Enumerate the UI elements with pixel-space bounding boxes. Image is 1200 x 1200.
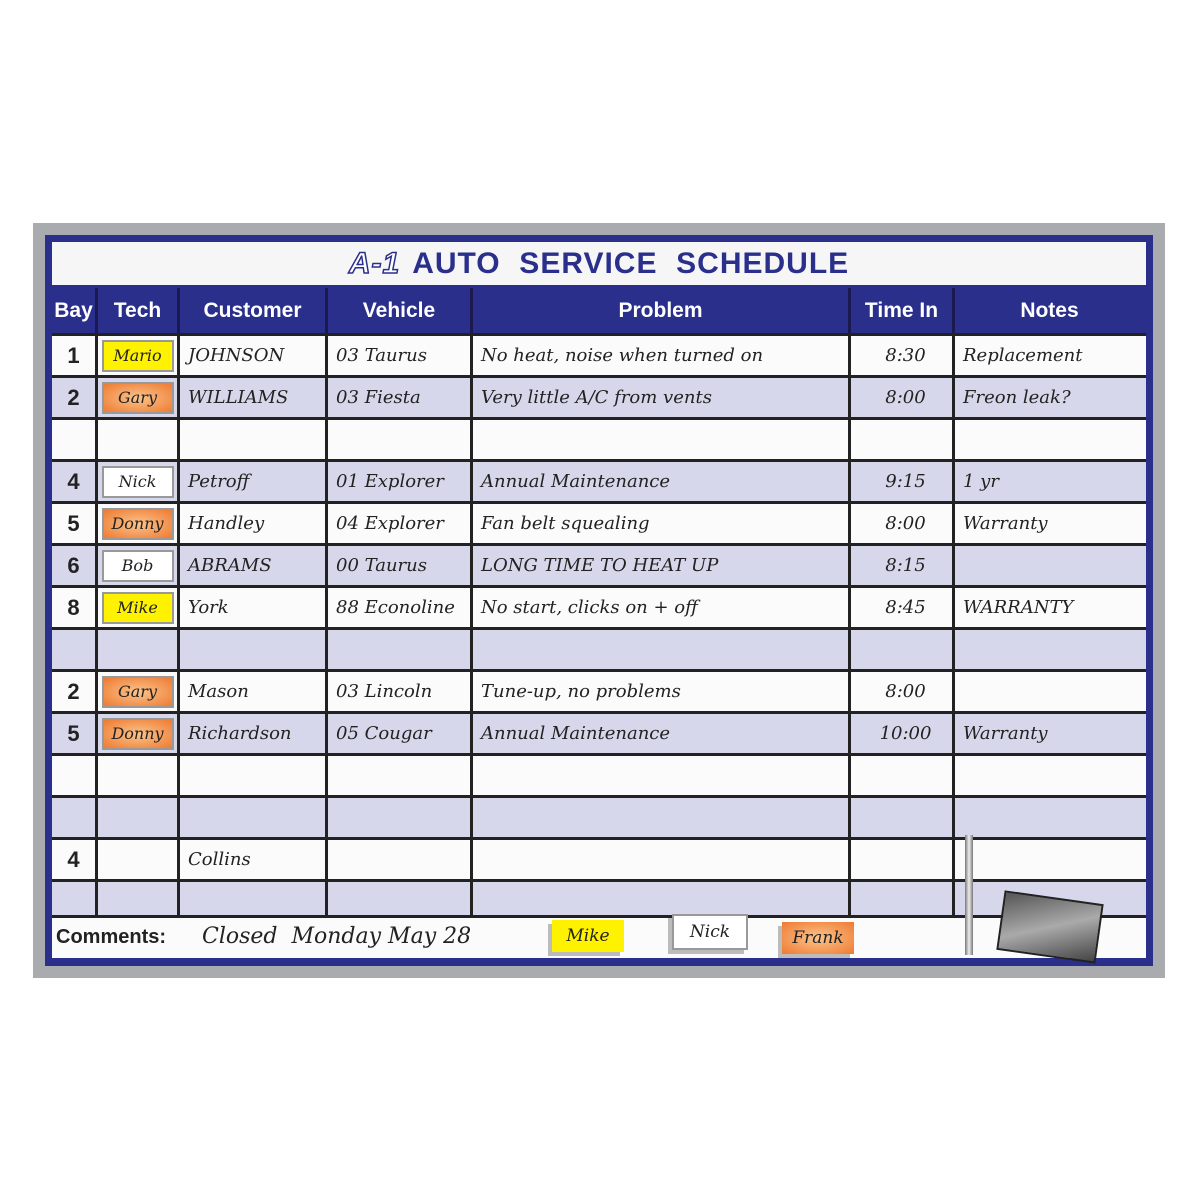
cell-vehicle[interactable] xyxy=(328,420,473,459)
cell-tech[interactable] xyxy=(98,588,180,627)
cell-bay[interactable]: 2 xyxy=(52,378,98,417)
header-row xyxy=(52,288,1146,333)
logo: A-1 xyxy=(348,247,401,280)
cell-customer[interactable]: Petroff xyxy=(180,462,328,501)
cell-notes[interactable] xyxy=(955,420,1144,459)
cell-customer[interactable]: WILLIAMS xyxy=(180,378,328,417)
cell-customer[interactable]: JOHNSON xyxy=(180,336,328,375)
cell-problem[interactable]: Tune-up, no problems xyxy=(473,672,851,711)
table-row xyxy=(52,501,1146,543)
cell-tech[interactable] xyxy=(98,630,180,669)
cell-bay[interactable]: 8 xyxy=(52,588,98,627)
tech-magnet[interactable]: Gary xyxy=(102,676,174,708)
cell-vehicle[interactable]: 03 Fiesta xyxy=(328,378,473,417)
cell-bay[interactable] xyxy=(52,420,98,459)
cell-notes[interactable]: WARRANTY xyxy=(963,597,1074,618)
whiteboard-frame xyxy=(33,223,1165,978)
cell-time[interactable]: 8:30 xyxy=(851,336,955,375)
cell-customer[interactable]: Richardson xyxy=(180,714,328,753)
cell-vehicle[interactable]: 03 Lincoln xyxy=(328,672,473,711)
cell-notes[interactable] xyxy=(955,672,1144,711)
table-row xyxy=(52,753,1146,795)
cell-customer[interactable] xyxy=(180,420,328,459)
tech-magnet[interactable]: Gary xyxy=(102,382,174,414)
cell-vehicle[interactable]: 01 Explorer xyxy=(328,462,473,501)
cell-time[interactable]: 8:00 xyxy=(851,672,955,711)
cell-problem[interactable]: Annual Maintenance xyxy=(473,462,851,501)
cell-time[interactable]: 8:15 xyxy=(851,546,955,585)
cell-time[interactable]: 8:45 xyxy=(851,588,955,627)
cell-vehicle[interactable]: 03 Taurus xyxy=(328,336,473,375)
cell-time[interactable]: 10:00 xyxy=(851,714,955,753)
cell-bay[interactable]: 4 xyxy=(52,462,98,501)
tech-magnet[interactable]: Nick xyxy=(102,466,174,498)
cell-notes[interactable]: 1 yr xyxy=(963,471,999,492)
cell-bay[interactable]: 6 xyxy=(52,546,98,585)
cell-vehicle[interactable] xyxy=(328,840,473,879)
cell-problem[interactable]: LONG TIME TO HEAT UP xyxy=(473,546,851,585)
header-notes: Notes xyxy=(1020,298,1079,322)
tech-magnet[interactable]: Mario xyxy=(102,340,174,372)
schedule-board xyxy=(45,235,1153,966)
table-row xyxy=(52,459,1146,501)
cell-vehicle[interactable]: 00 Taurus xyxy=(328,546,473,585)
comments-label: Comments: xyxy=(56,926,167,948)
cell-tech[interactable] xyxy=(98,798,180,837)
cell-bay[interactable]: 4 xyxy=(52,840,98,879)
cell-bay[interactable]: 2 xyxy=(52,672,98,711)
cell-tech[interactable] xyxy=(98,546,180,585)
table-row xyxy=(52,711,1146,753)
cell-tech[interactable] xyxy=(98,378,180,417)
cell-tech[interactable] xyxy=(98,756,180,795)
cell-notes[interactable]: Freon leak? xyxy=(963,387,1071,408)
cell-notes[interactable]: Warranty xyxy=(963,723,1048,744)
cell-customer[interactable]: ABRAMS xyxy=(180,546,328,585)
cell-notes[interactable] xyxy=(955,798,1144,837)
header-tech: Tech xyxy=(98,288,180,333)
tech-magnet[interactable]: Donny xyxy=(102,718,174,750)
title-text: AUTO SERVICE SCHEDULE xyxy=(412,247,850,280)
cell-time[interactable] xyxy=(851,840,955,879)
cell-bay[interactable] xyxy=(52,756,98,795)
cell-tech[interactable] xyxy=(98,840,180,879)
header-customer: Customer xyxy=(180,288,328,333)
table-row xyxy=(52,795,1146,837)
tech-magnet[interactable]: Mike xyxy=(102,592,174,624)
cell-tech[interactable] xyxy=(98,336,180,375)
table-row xyxy=(52,375,1146,417)
cell-customer[interactable]: Mason xyxy=(180,672,328,711)
cell-problem[interactable]: Very little A/C from vents xyxy=(473,378,851,417)
table-row xyxy=(52,837,1146,879)
board-title xyxy=(52,242,1146,285)
cell-vehicle[interactable] xyxy=(328,630,473,669)
cell-customer[interactable] xyxy=(180,756,328,795)
table-row xyxy=(52,417,1146,459)
comments-text[interactable]: Closed Monday May 28 xyxy=(202,924,472,949)
cell-time[interactable]: 9:15 xyxy=(851,462,955,501)
comments-row xyxy=(52,915,1146,958)
header-time: Time In xyxy=(851,288,955,333)
cell-notes[interactable]: Replacement xyxy=(963,345,1083,366)
cell-notes[interactable] xyxy=(955,546,1144,585)
cell-time[interactable] xyxy=(851,630,955,669)
cell-problem[interactable]: No heat, noise when turned on xyxy=(473,336,851,375)
cell-customer[interactable] xyxy=(180,798,328,837)
cell-notes[interactable] xyxy=(955,840,1144,879)
cell-problem[interactable]: No start, clicks on + off xyxy=(473,588,851,627)
cell-customer[interactable] xyxy=(180,630,328,669)
cell-notes[interactable] xyxy=(955,756,1144,795)
cell-problem[interactable] xyxy=(473,420,851,459)
cell-vehicle[interactable]: 04 Explorer xyxy=(328,504,473,543)
marker-pen[interactable] xyxy=(965,835,973,955)
cell-notes[interactable] xyxy=(955,630,1144,669)
cell-vehicle[interactable] xyxy=(328,798,473,837)
table-row xyxy=(52,543,1146,585)
cell-vehicle[interactable] xyxy=(328,756,473,795)
cell-bay[interactable]: 5 xyxy=(52,504,98,543)
schedule-grid xyxy=(52,288,1146,921)
cell-problem[interactable]: Fan belt squealing xyxy=(473,504,851,543)
cell-customer[interactable]: Collins xyxy=(180,840,328,879)
table-row xyxy=(52,585,1146,627)
cell-customer[interactable]: York xyxy=(180,588,328,627)
magnet-nick[interactable]: Nick xyxy=(672,914,748,950)
cell-tech[interactable] xyxy=(98,462,180,501)
table-row xyxy=(52,669,1146,711)
cell-vehicle[interactable]: 88 Econoline xyxy=(328,588,473,627)
cell-bay[interactable]: 5 xyxy=(52,714,98,753)
cell-bay[interactable] xyxy=(52,630,98,669)
cell-problem[interactable] xyxy=(473,798,851,837)
cell-tech[interactable] xyxy=(98,420,180,459)
cell-bay[interactable] xyxy=(52,798,98,837)
magnet-mike[interactable]: Mike xyxy=(552,920,624,952)
cell-tech[interactable] xyxy=(98,714,180,753)
tech-magnet[interactable]: Donny xyxy=(102,508,174,540)
header-bay: Bay xyxy=(52,288,98,333)
tech-magnet[interactable]: Bob xyxy=(102,550,174,582)
magnet-frank[interactable]: Frank xyxy=(782,922,854,954)
table-row xyxy=(52,627,1146,669)
cell-time[interactable] xyxy=(851,420,955,459)
cell-vehicle[interactable]: 05 Cougar xyxy=(328,714,473,753)
cell-time[interactable]: 8:00 xyxy=(851,504,955,543)
table-row xyxy=(52,333,1146,375)
header-vehicle: Vehicle xyxy=(328,288,473,333)
cell-customer[interactable]: Handley xyxy=(180,504,328,543)
cell-problem[interactable] xyxy=(473,840,851,879)
cell-time[interactable] xyxy=(851,756,955,795)
cell-problem[interactable] xyxy=(473,756,851,795)
cell-notes[interactable]: Warranty xyxy=(963,513,1048,534)
header-problem: Problem xyxy=(473,288,851,333)
cell-problem[interactable]: Annual Maintenance xyxy=(473,714,851,753)
cell-time[interactable]: 8:00 xyxy=(851,378,955,417)
cell-tech[interactable] xyxy=(98,504,180,543)
cell-tech[interactable] xyxy=(98,672,180,711)
cell-time[interactable] xyxy=(851,798,955,837)
cell-bay[interactable]: 1 xyxy=(52,336,98,375)
cell-problem[interactable] xyxy=(473,630,851,669)
